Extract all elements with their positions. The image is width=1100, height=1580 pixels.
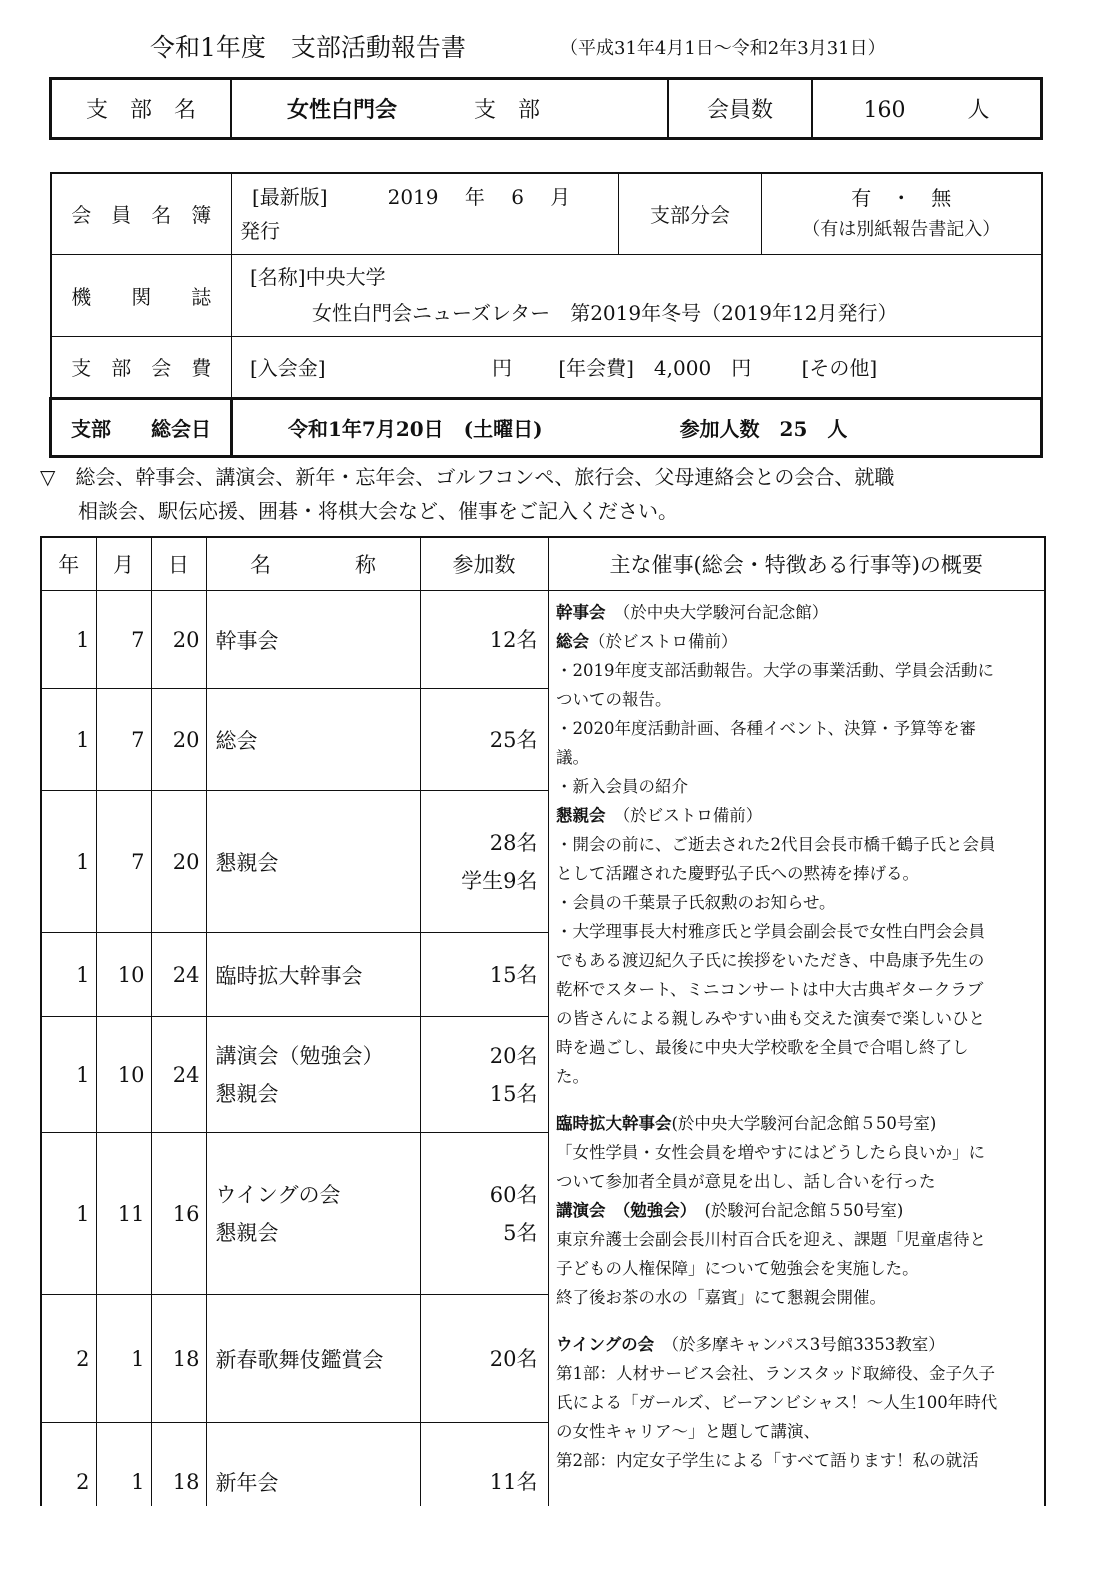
desc-line: 子どもの人権保障」について勉強会を実施した。 — [556, 1259, 919, 1278]
desc-heading: 講演会 （勉強会） — [556, 1201, 688, 1220]
events-header-row — [41, 537, 1045, 591]
row-name: ウイングの会 — [215, 1182, 341, 1207]
row-month: 11 — [96, 1133, 151, 1295]
row-day: 18 — [151, 1295, 206, 1423]
header-count: 参加数 — [420, 537, 548, 591]
subcommittee-value: 有 ・ 無 — [851, 185, 952, 210]
roster-line2: 発行 — [240, 218, 280, 243]
desc-line: た。 — [556, 1067, 589, 1086]
row-month: 1 — [96, 1295, 151, 1423]
desc-line: 「女性学員・女性会員を増やすにはどうしたら良いか」に — [556, 1143, 985, 1162]
journal-label: 機 関 誌 — [51, 254, 232, 336]
row-count: 60名 — [489, 1182, 538, 1207]
desc-line: ・2020年度活動計画、各種イベント、決算・予算等を審 — [556, 719, 977, 738]
fees-annual: [年会費] 4,000 円 — [558, 356, 752, 380]
meeting-attend: 参加人数 25 人 — [679, 416, 848, 441]
desc-text: (於駿河台記念館５50号室) — [688, 1201, 904, 1220]
row-name-2: 懇親会 — [215, 1081, 279, 1106]
row-month: 1 — [96, 1423, 151, 1507]
desc-line: の皆さんによる親しみやすい曲も交えた演奏で楽しいひと — [556, 1009, 985, 1028]
meeting-date: 令和1年7月20日 (土曜日) — [288, 416, 543, 441]
desc-heading: ウイングの会 — [556, 1335, 655, 1354]
note-line2: 相談会、駅伝応援、囲碁・将棋大会など、催事をご記入ください。 — [78, 499, 678, 523]
row-day: 20 — [151, 591, 206, 689]
row-month: 7 — [96, 791, 151, 933]
row-month: 7 — [96, 689, 151, 791]
row-day: 18 — [151, 1423, 206, 1507]
note-line1: ▽ 総会、幹事会、講演会、新年・忘年会、ゴルフコンペ、旅行会、父母連絡会との会合、就職 — [40, 465, 895, 489]
desc-line — [556, 598, 1046, 627]
row-count: 28名 — [489, 830, 538, 855]
subcommittee-note: （有は別紙報告書記入） — [802, 218, 1001, 240]
desc-heading: 懇親会 — [556, 806, 606, 825]
row-day: 24 — [151, 933, 206, 1017]
journal-line1: [名称]中央大学 — [250, 265, 386, 289]
desc-text: （於中央大学駿河台記念館） — [605, 603, 829, 622]
row-month: 10 — [96, 933, 151, 1017]
row-count: 25名 — [420, 689, 548, 791]
row-name: 幹事会 — [206, 591, 420, 689]
desc-line — [556, 627, 1046, 656]
branch-name-label: 支 部 名 — [85, 98, 196, 123]
roster-label: 会 員 名 簿 — [51, 173, 232, 254]
row-count-students: 学生9名 — [461, 868, 538, 893]
desc-line: でもある渡辺紀久子氏に挨拶をいただき、中島康予先生の — [556, 951, 985, 970]
row-name-cell — [206, 1133, 420, 1295]
event-description — [556, 598, 1046, 1506]
row-name: 臨時拡大幹事会 — [206, 933, 420, 1017]
desc-line — [556, 1196, 1046, 1225]
desc-line: ・2019年度支部活動報告。大学の事業活動、学員会活動に — [556, 661, 994, 680]
subcommittee-label: 支部分会 — [619, 173, 762, 254]
row-count-cell — [420, 791, 548, 933]
desc-line: 第1部：人材サービス会社、ランスタッド取締役、金子久子 — [556, 1364, 996, 1383]
row-count-cell — [420, 1017, 548, 1133]
desc-line — [556, 801, 1046, 830]
branch-name-value: 女性白門会 — [287, 97, 398, 123]
desc-heading: 臨時拡大幹事会 — [556, 1114, 672, 1133]
row-day: 16 — [151, 1133, 206, 1295]
header-description: 主な催事(総会・特徴ある行事等)の概要 — [548, 537, 1045, 591]
roster-line1: [最新版] 2019 年 6 月 — [252, 184, 571, 209]
desc-line: 東京弁護士会副会長川村百合氏を迎え、課題「児童虐待と — [556, 1230, 986, 1249]
row-month: 10 — [96, 1017, 151, 1133]
members-label: 会員数 — [668, 79, 812, 139]
desc-line: 議。 — [556, 748, 589, 767]
row-count-2: 15名 — [489, 1081, 538, 1106]
desc-line — [556, 1330, 1046, 1359]
branch-suffix: 支 部 — [474, 98, 541, 123]
journal-line2: 女性白門会ニューズレター 第2019年冬号（2019年12月発行） — [312, 301, 898, 325]
desc-line: 終了後お茶の水の「嘉賓」にて懇親会開催。 — [556, 1288, 886, 1307]
row-count-cell — [420, 1133, 548, 1295]
row-month: 7 — [96, 591, 151, 689]
row-year: 1 — [41, 933, 96, 1017]
row-count-2: 5名 — [503, 1220, 538, 1245]
row-day: 20 — [151, 791, 206, 933]
row-year: 1 — [41, 791, 96, 933]
row-name-2: 懇親会 — [215, 1220, 279, 1245]
desc-text: (於中央大学駿河台記念館５50号室) — [671, 1114, 937, 1133]
desc-line: ・会員の千葉景子氏叙勲のお知らせ。 — [556, 893, 836, 912]
fees-entry-unit: 円 — [491, 356, 512, 380]
header-name: 名 称 — [206, 537, 420, 591]
row-year: 1 — [41, 591, 96, 689]
fees-other: [その他] — [801, 356, 878, 380]
desc-gap — [556, 1091, 1046, 1109]
desc-line: の女性キャリア～」と題して講演、 — [556, 1422, 820, 1441]
desc-heading: 総会 — [556, 632, 589, 651]
desc-line: ・開会の前に、ご逝去された2代目会長市橋千鶴子氏と会員 — [556, 835, 996, 854]
desc-line: ・大学理事長大村雅彦氏と学員会副会長で女性白門会会員 — [556, 922, 985, 941]
members-value: 160 — [863, 98, 906, 123]
row-name: 懇親会 — [206, 791, 420, 933]
desc-line: 時を過ごし、最後に中央大学校歌を全員で合唱し終了し — [556, 1038, 969, 1057]
meeting-label: 支部 総会日 — [51, 398, 232, 456]
row-count: 12名 — [420, 591, 548, 689]
fees-entry: [入会金] — [250, 356, 326, 380]
desc-line: ついての報告。 — [556, 690, 672, 709]
row-name: 総会 — [206, 689, 420, 791]
row-count: 20名 — [489, 1043, 538, 1068]
desc-text: （於ビストロ備前） — [589, 632, 738, 651]
row-count: 15名 — [420, 933, 548, 1017]
row-name: 講演会（勉強会） — [215, 1043, 384, 1068]
report-period: （平成31年4月1日～令和2年3月31日） — [560, 38, 886, 59]
desc-text: （於多摩キャンパス3号館3353教室） — [654, 1335, 945, 1354]
row-count: 20名 — [420, 1295, 548, 1423]
row-count: 11名 — [420, 1423, 548, 1507]
header-month: 月 — [96, 537, 151, 591]
report-title: 令和1年度 支部活動報告書 — [150, 33, 466, 62]
desc-line: 第2部：内定女子学生による「すべて語ります！私の就活 — [556, 1451, 979, 1470]
row-name: 新年会 — [206, 1423, 420, 1507]
row-year: 1 — [41, 1133, 96, 1295]
desc-line: ついて参加者全員が意見を出し、話し合いを行った — [556, 1172, 936, 1191]
members-unit: 人 — [967, 98, 990, 123]
row-year: 1 — [41, 689, 96, 791]
header-day: 日 — [151, 537, 206, 591]
row-day: 24 — [151, 1017, 206, 1133]
row-year: 1 — [41, 1017, 96, 1133]
fees-label: 支 部 会 費 — [51, 336, 232, 398]
row-name-cell — [206, 1017, 420, 1133]
desc-line: 氏による「ガールズ、ビーアンビシャス！～人生100年時代 — [556, 1393, 998, 1412]
desc-line: として活躍された慶野弘子氏への黙祷を捧げる。 — [556, 864, 919, 883]
desc-line: ・新入会員の紹介 — [556, 777, 688, 796]
desc-gap — [556, 1312, 1046, 1330]
desc-line: 乾杯でスタート、ミニコンサートは中大古典ギタークラブ — [556, 980, 984, 999]
row-day: 20 — [151, 689, 206, 791]
desc-line — [556, 1109, 1046, 1138]
row-name: 新春歌舞伎鑑賞会 — [206, 1295, 420, 1423]
row-year: 2 — [41, 1295, 96, 1423]
desc-heading: 幹事会 — [556, 603, 606, 622]
header-year: 年 — [41, 537, 96, 591]
row-year: 2 — [41, 1423, 96, 1507]
desc-text: （於ビストロ備前） — [605, 806, 763, 825]
